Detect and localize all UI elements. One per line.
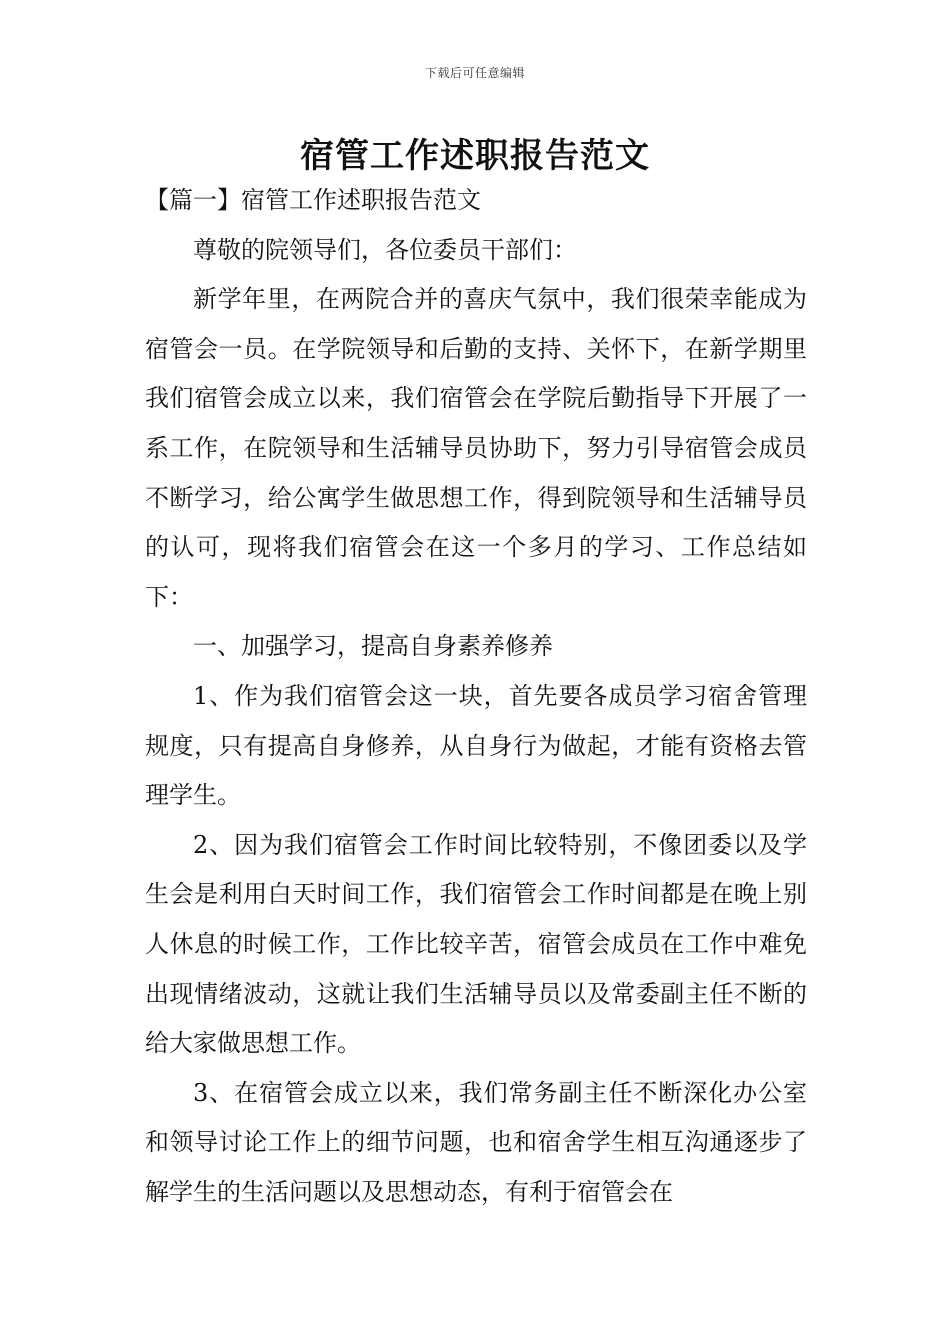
document-body xyxy=(145,176,807,1217)
document-title: 宿管工作述职报告范文 xyxy=(300,136,650,176)
body-paragraph: 1、作为我们宿管会这一块，首先要各成员学习宿舍管理规度，只有提高自身修养，从自身行为做起，才能有资格去管理学生。 xyxy=(145,681,807,810)
body-paragraph: 新学年里，在两院合并的喜庆气氛中，我们很荣幸能成为宿管会一员。在学院领导和后勤的支持、关怀下，在新学期里我们宿管会成立以来，我们宿管会在学院后勤指导下开展了一系工作，在院领导和生活辅导员协助下，努力引导宿管会成员不断学习，给公寓学生做思想工作，得到院领导和生活辅导员的认可，现将我们宿管会在这一个多月的学习、工作总结如下： xyxy=(145,285,807,611)
subheading: 一、加强学习，提高自身素养修养 xyxy=(193,632,553,661)
body-paragraph: 2、因为我们宿管会工作时间比较特别，不像团委以及学生会是利用白天时间工作，我们宿管会工作时间都是在晚上别人休息的时候工作，工作比较辛苦，宿管会成员在工作中难免出现情绪波动，这就让我们生活辅导员以及常委副主任不断的给大家做思想工作。 xyxy=(145,830,807,1058)
header-note: 下载后可任意编辑 xyxy=(424,66,525,80)
body-paragraph: 3、在宿管会成立以来，我们常务副主任不断深化办公室和领导讨论工作上的细节问题，也和宿舍学生相互沟通逐步了解学生的生活问题以及思想动态，有利于宿管会在 xyxy=(145,1078,807,1206)
section-heading: 【篇一】宿管工作述职报告范文 xyxy=(145,186,481,214)
salutation: 尊敬的院领导们，各位委员干部们： xyxy=(193,235,577,264)
